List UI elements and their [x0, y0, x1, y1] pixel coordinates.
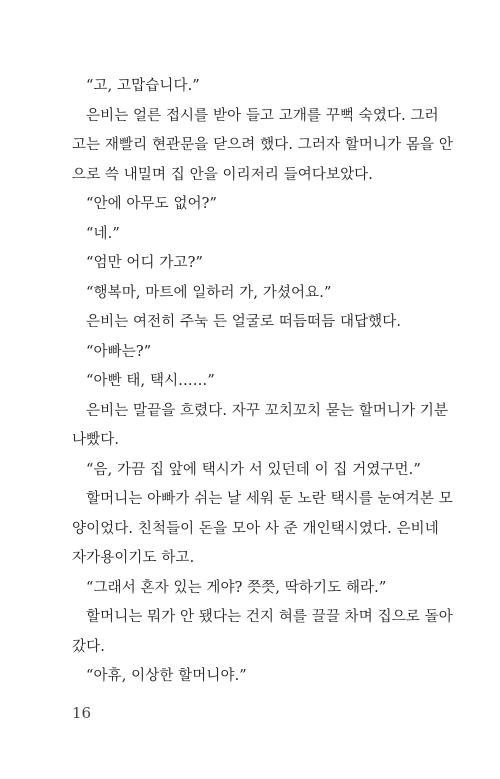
- text-line: “고, 고맙습니다.”: [86, 78, 200, 94]
- text-line: 할머니는 아빠가 쉬는 날 세워 둔 노란 택시를 눈여겨본 모: [86, 491, 453, 507]
- text-line: 자가용이기도 하고.: [72, 550, 195, 566]
- text-line: “아빤 태, 택시……”: [86, 373, 215, 389]
- body-text: [72, 72, 454, 692]
- text-line: 양이었다. 친척들이 돈을 모아 사 준 개인택시였다. 은비네: [72, 520, 439, 537]
- text-line: 으로 쓱 내밀며 집 안을 이리저리 들여다보았다.: [72, 166, 373, 183]
- text-line: “엄만 어디 가고?”: [86, 255, 203, 271]
- text-line: 은비는 말끝을 흐렸다. 자꾸 꼬치꼬치 묻는 할머니가 기분: [86, 402, 449, 419]
- text-line: “행복마, 마트에 일하러 가, 가셨어요.”: [86, 284, 332, 301]
- text-line: “아빠는?”: [86, 343, 152, 360]
- page-number: 16: [72, 704, 92, 722]
- text-line: 은비는 얼른 접시를 받아 들고 고개를 꾸뻑 숙였다. 그러: [86, 107, 439, 124]
- text-line: 고는 재빨리 현관문을 닫으려 했다. 그러자 할머니가 몸을 안: [72, 137, 453, 153]
- text-line: 나빴다.: [72, 432, 120, 448]
- text-line: “음, 가끔 집 앞에 택시가 서 있던데 이 집 거였구먼.”: [86, 461, 421, 478]
- text-line: “아휴, 이상한 할머니야.”: [86, 668, 247, 684]
- text-line: “네.”: [86, 225, 120, 242]
- text-line: 할머니는 뭐가 안 됐다는 건지 혀를 끌끌 차며 집으로 돌아: [86, 609, 453, 625]
- text-line: “그래서 혼자 있는 게야? 쯧쯧, 딱하기도 해라.”: [86, 579, 387, 596]
- text-line: 갔다.: [72, 638, 105, 655]
- text-line: 은비는 여전히 주눅 든 얼굴로 떠듬떠듬 대답했다.: [86, 314, 402, 330]
- text-line: “안에 아무도 없어?”: [86, 196, 218, 212]
